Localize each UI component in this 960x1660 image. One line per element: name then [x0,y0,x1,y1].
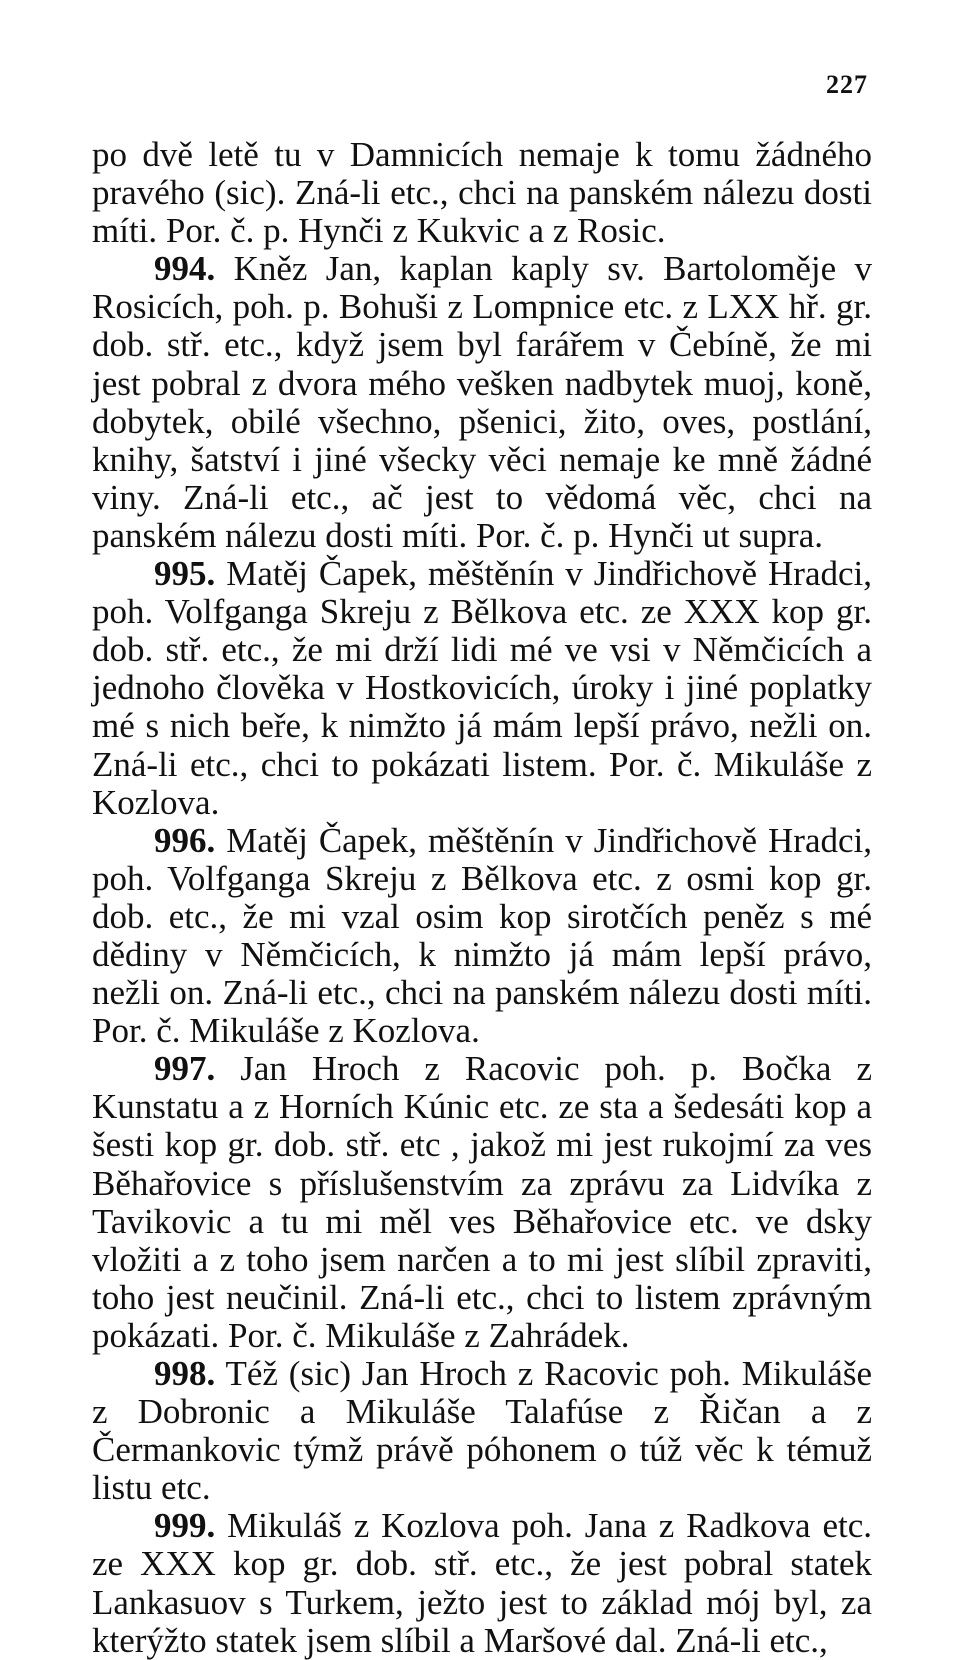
entry-text: Kněz Jan, kaplan kaply sv. Bartoloměje v Rosicích, poh. p. Bohuši z Lompnice etc. z LXX hř. gr. dob. stř. etc., když jsem byl farářem v Čebíně, že mi jest pobral z dvora mého vešken nadbytek muoj, koně, dobytek, obilé všechno, pšenici, žito, oves, postlání, knihy, šatství i jiné všecky věci nemaje ke mně žádné viny. Zná-li etc., ač jest to vědomá věc, chci na panském nálezu dosti míti. Por. č. p. Hynči ut supra. [92,249,872,555]
paragraph-text: po dvě letě tu v Damnicích nemaje k tomu žádného pravého (sic). Zná-li etc., chci na panském nálezu dosti míti. Por. č. p. Hynči z Kukvic a z Rosic. [92,135,872,251]
entry-number: 999. [154,1506,216,1546]
entry-number: 997. [154,1049,216,1089]
entry-text: Jan Hroch z Racovic poh. p. Bočka z Kunstatu a z Horních Kúnic etc. ze sta a šedesáti kop a šesti kop gr. dob. stř. etc , jakož mi jest rukojmí za ves Běhařovice s příslušenstvím za zprávu za Lidvíka z Tavikovic a tu mi měl ves Běhařovice etc. ve dsky vložiti a z toho jsem narčen a to mi jest slíbil zpraviti, toho jest neučinil. Zná-li etc., chci to listem zprávným pokázati. Por. č. Mikuláše z Zahrádek. [92,1049,872,1355]
entry-994 [92,250,872,555]
entry-text: Mikuláš z Kozlova poh. Jana z Radkova etc. ze XXX kop gr. dob. stř. etc., že jest pobral statek Lankasuov s Turkem, ježto jest to základ mój byl, za kterýžto statek jsem slíbil a Maršové dal. Zná-li etc., [92,1506,872,1660]
entry-text: Matěj Čapek, měštěnín v Jindřichově Hradci, poh. Volfganga Skreju z Bělkova etc. ze XXX kop gr. dob. stř. etc., že mi drží lidi mé ve vsi v Němčicích a jednoho člověka v Hostkovicích, úroky i jiné poplatky mé s nich beře, k nimžto já mám lepší právo, nežli on. Zná-li etc., chci to pokázati listem. Por. č. Mikuláše z Kozlova. [92,554,872,822]
entry-995 [92,555,872,822]
entry-text: Též (sic) Jan Hroch z Racovic poh. Mikuláše z Dobronic a Mikuláše Talafúse z Řičan a z Čermankovic týmž právě póhonem o túž věc k témuž listu etc. [92,1354,872,1508]
entry-999 [92,1507,872,1659]
body-text [92,136,872,1660]
entry-number: 996. [154,820,216,860]
entry-997 [92,1050,872,1355]
entry-number: 998. [154,1354,216,1393]
entry-text: Matěj Čapek, měštěnín v Jindřichově Hradci, poh. Volfganga Skreju z Bělkova etc. z osmi kop gr. dob. etc., že mi vzal osim kop sirotčích peněz s mé dědiny v Němčicích, k nimžto já mám lepší právo, nežli on. Zná-li etc., chci na panském nálezu dosti míti. Por. č. Mikuláše z Kozlova. [92,820,872,1051]
entry-998 [92,1355,872,1507]
entry-number: 995. [154,554,216,594]
page-number: 227 [826,70,868,99]
entry-996 [92,822,872,1051]
entry-number: 994. [154,249,216,289]
paragraph-continuation [92,136,872,250]
